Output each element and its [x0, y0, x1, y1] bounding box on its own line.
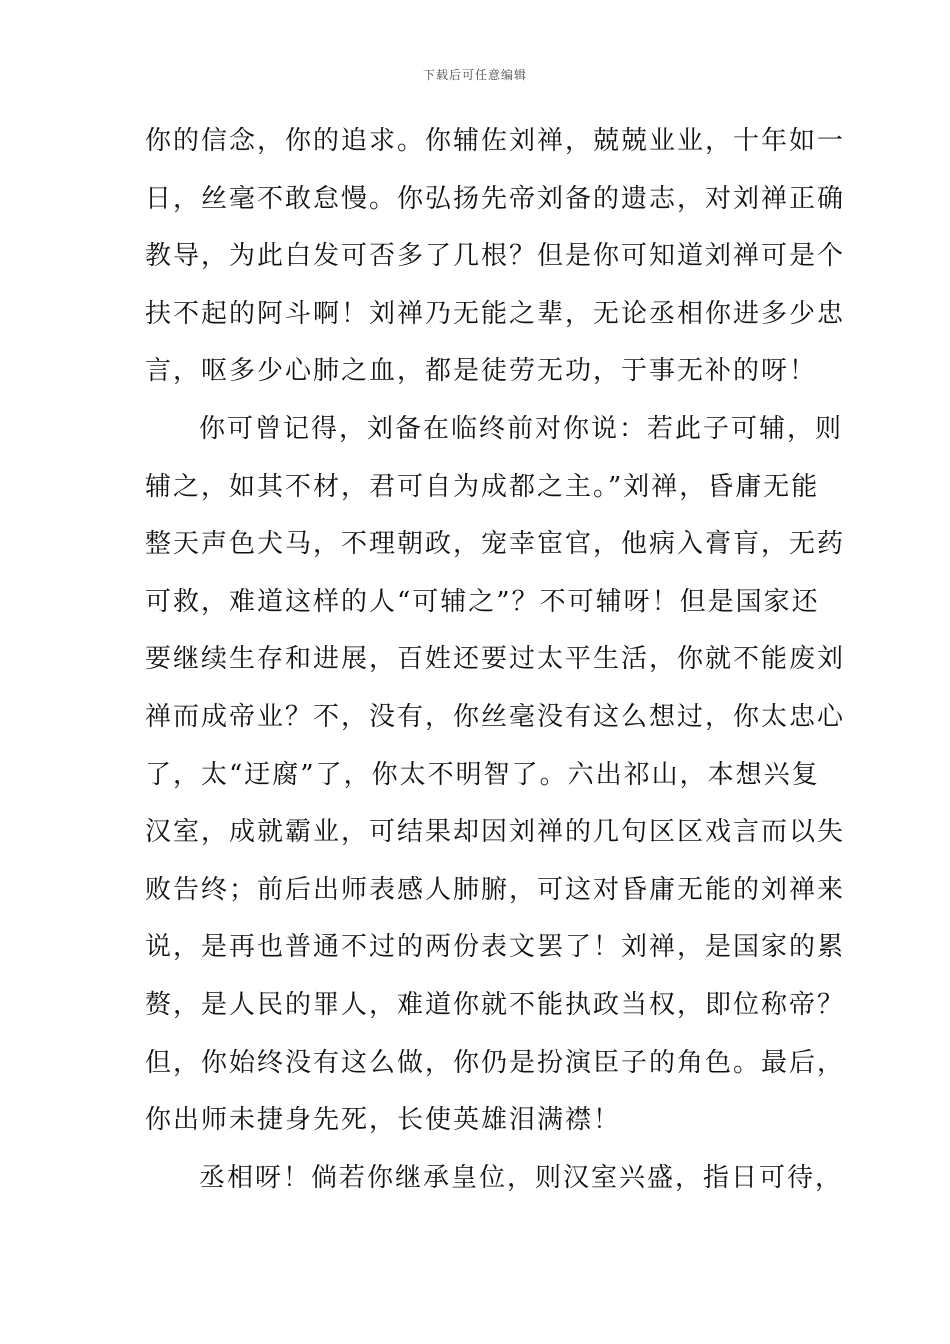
text-line: 你的信念，你的追求。你辅佐刘禅，兢兢业业，十年如一: [145, 126, 846, 156]
text-line: 赘，是人民的罪人，难道你就不能执政当权，即位称帝？: [145, 990, 846, 1020]
text-line: 日，丝毫不敢怠慢。你弘扬先帝刘备的遗志，对刘禅正确: [145, 184, 846, 214]
text-line: 了，太“迂腐”了，你太不明智了。六出祁山，本想兴复: [145, 760, 820, 790]
text-line: 汉室，成就霸业，可结果却因刘禅的几句区区戏言而以失: [145, 817, 846, 847]
text-line: 言，呕多少心肺之血，都是徒劳无功，于事无补的呀！: [145, 356, 818, 386]
text-line: 但，你始终没有这么做，你仍是扮演臣子的角色。最后，: [145, 1048, 846, 1078]
text-line: 说，是再也普通不过的两份表文罢了！刘禅，是国家的累: [145, 932, 846, 962]
text-line: 辅之，如其不材，君可自为成都之主。”刘禅，昏庸无能: [145, 472, 820, 502]
text-line: 扶不起的阿斗啊！刘禅乃无能之辈，无论丞相你进多少忠: [145, 299, 846, 329]
text-line: 教导，为此白发可否多了几根？但是你可知道刘禅可是个: [145, 241, 846, 271]
text-line: 你出师未捷身先死，长使英雄泪满襟！: [145, 1105, 622, 1135]
text-line: 可救，难道这样的人“可辅之”？不可辅呀！但是国家还: [145, 587, 820, 617]
text-line: 要继续生存和进展，百姓还要过太平生活，你就不能废刘: [145, 644, 846, 674]
text-line: 你可曾记得，刘备在临终前对你说：若此子可辅，则: [199, 414, 844, 444]
text-line: 败告终；前后出师表感人肺腑，可这对昏庸无能的刘禅来: [145, 875, 846, 905]
text-line: 禅而成帝业？不，没有，你丝毫没有这么想过，你太忠心: [145, 702, 846, 732]
text-line: 丞相呀！倘若你继承皇位，则汉室兴盛，指日可待，: [199, 1163, 844, 1193]
text-line: 整天声色犬马，不理朝政，宠幸宦官，他病入膏肓，无药: [145, 529, 846, 559]
page-header: 下载后可任意编辑: [422, 68, 527, 82]
